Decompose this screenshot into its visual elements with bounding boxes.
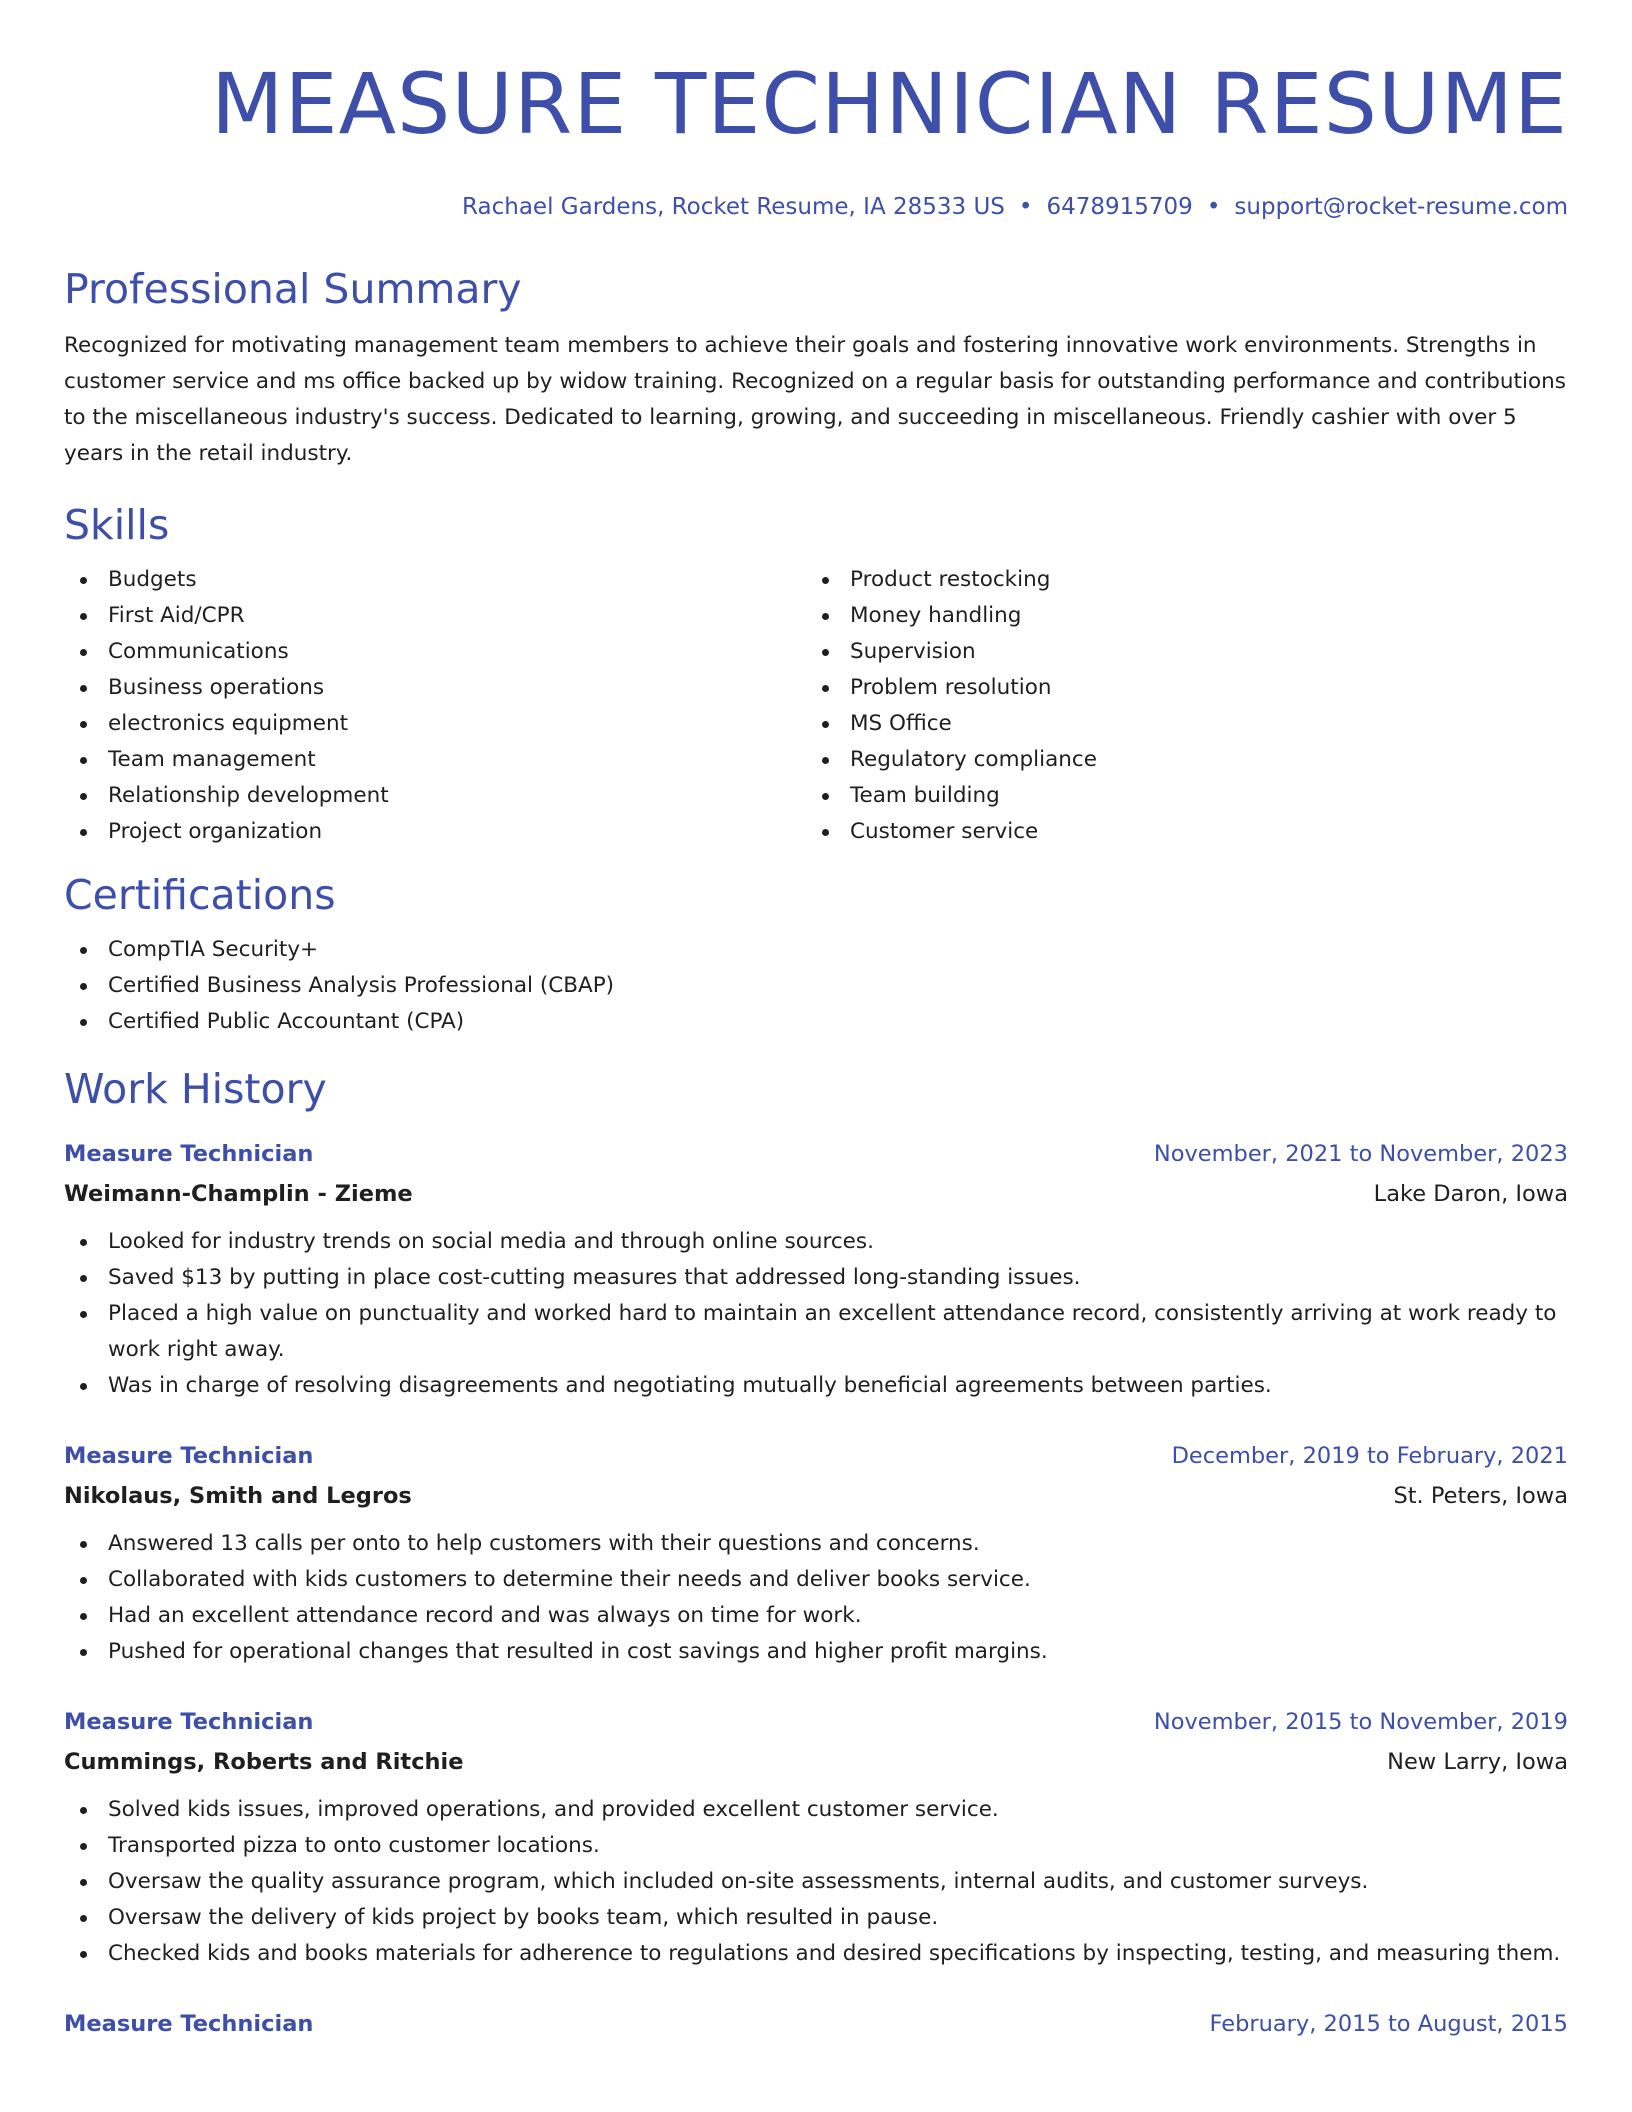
skill-item: Problem resolution [806, 670, 1548, 706]
job-company: Nikolaus, Smith and Legros [64, 1483, 412, 1509]
skill-item: Budgets [64, 562, 806, 598]
work-history-heading: Work History [64, 1065, 327, 1113]
job-title: Measure Technician [64, 1141, 314, 1167]
certifications-list [64, 932, 1568, 1040]
job-bullet: Solved kids issues, improved operations, and provided excellent customer service. [64, 1792, 1568, 1828]
job-location: St. Peters, Iowa [1393, 1483, 1568, 1509]
job-bullet: Was in charge of resolving disagreements and negotiating mutually beneficial agreements between parties. [64, 1368, 1568, 1404]
resume-title: MEASURE TECHNICIAN RESUME [211, 55, 1568, 153]
job-entry [64, 1702, 1568, 1972]
skill-item: Project organization [64, 814, 806, 850]
skills-right-list [806, 562, 1548, 850]
job-dates: November, 2021 to November, 2023 [1153, 1141, 1568, 1167]
certifications-heading: Certifications [64, 871, 336, 919]
skill-item: Business operations [64, 670, 806, 706]
job-entry [64, 1134, 1568, 1404]
skill-item: Relationship development [64, 778, 806, 814]
job-title: Measure Technician [64, 2011, 314, 2037]
skill-item: Money handling [806, 598, 1548, 634]
certification-item: Certified Public Accountant (CPA) [64, 1004, 1568, 1040]
job-company: Cummings, Roberts and Ritchie [64, 1749, 464, 1775]
job-title: Measure Technician [64, 1443, 314, 1469]
skill-item: Product restocking [806, 562, 1548, 598]
job-bullet: Pushed for operational changes that resulted in cost savings and higher profit margins. [64, 1634, 1568, 1670]
job-bullet: Had an excellent attendance record and was always on time for work. [64, 1598, 1568, 1634]
job-bullets [64, 1224, 1568, 1404]
job-bullet: Placed a high value on punctuality and worked hard to maintain an excellent attendance record, consistently arriving at work ready to work right away. [64, 1296, 1568, 1368]
job-bullet: Oversaw the delivery of kids project by books team, which resulted in pause. [64, 1900, 1568, 1936]
summary-text: Recognized for motivating management team members to achieve their goals and fostering innovative work environments. Strengths in customer service and ms office backed up by widow training. Recognized on a regular basis for outstanding performance and contributions to the miscellaneous industry's success. Dedicated to learning, growing, and succeeding in miscellaneous. Friendly cashier with over 5 years in the retail industry. [64, 333, 1566, 466]
job-company: Weimann-Champlin - Zieme [64, 1181, 413, 1207]
job-dates: November, 2015 to November, 2019 [1153, 1709, 1568, 1735]
contact-separator: • [1206, 194, 1221, 220]
certification-item: Certified Business Analysis Professional (CBAP) [64, 968, 1568, 1004]
skill-item: Team management [64, 742, 806, 778]
job-bullet: Looked for industry trends on social media and through online sources. [64, 1224, 1568, 1260]
skill-item: Communications [64, 634, 806, 670]
job-entry [64, 2004, 1568, 2044]
job-bullet: Checked kids and books materials for adherence to regulations and desired specifications by inspecting, testing, and measuring them. [64, 1936, 1568, 1972]
job-location: Lake Daron, Iowa [1373, 1181, 1568, 1207]
job-bullet: Saved $13 by putting in place cost-cutting measures that addressed long-standing issues. [64, 1260, 1568, 1296]
job-bullets [64, 1526, 1568, 1670]
contact-address: Rachael Gardens, Rocket Resume, IA 28533 US [462, 194, 1005, 220]
job-bullet: Transported pizza to onto customer locations. [64, 1828, 1568, 1864]
summary-heading: Professional Summary [64, 265, 522, 313]
skill-item: First Aid/CPR [64, 598, 806, 634]
skill-item: Regulatory compliance [806, 742, 1548, 778]
skill-item: Supervision [806, 634, 1548, 670]
contact-email[interactable]: support@rocket-resume.com [1234, 194, 1568, 220]
job-dates: December, 2019 to February, 2021 [1171, 1443, 1568, 1469]
job-location: New Larry, Iowa [1387, 1749, 1568, 1775]
skill-item: Customer service [806, 814, 1548, 850]
skill-item: Team building [806, 778, 1548, 814]
job-bullet: Oversaw the quality assurance program, which included on-site assessments, internal audits, and customer surveys. [64, 1864, 1568, 1900]
skills-left-list [64, 562, 806, 850]
job-bullet: Answered 13 calls per onto to help customers with their questions and concerns. [64, 1526, 1568, 1562]
skills-columns [64, 562, 1568, 850]
contact-phone[interactable]: 6478915709 [1046, 194, 1193, 220]
job-bullet: Collaborated with kids customers to determine their needs and deliver books service. [64, 1562, 1568, 1598]
job-entry [64, 1436, 1568, 1670]
job-bullets [64, 1792, 1568, 1972]
certification-item: CompTIA Security+ [64, 932, 1568, 968]
job-dates: February, 2015 to August, 2015 [1209, 2011, 1568, 2037]
contact-separator: • [1018, 194, 1033, 220]
job-title: Measure Technician [64, 1709, 314, 1735]
skills-heading: Skills [64, 501, 170, 549]
contact-line [64, 192, 1568, 222]
skill-item: electronics equipment [64, 706, 806, 742]
skill-item: MS Office [806, 706, 1548, 742]
